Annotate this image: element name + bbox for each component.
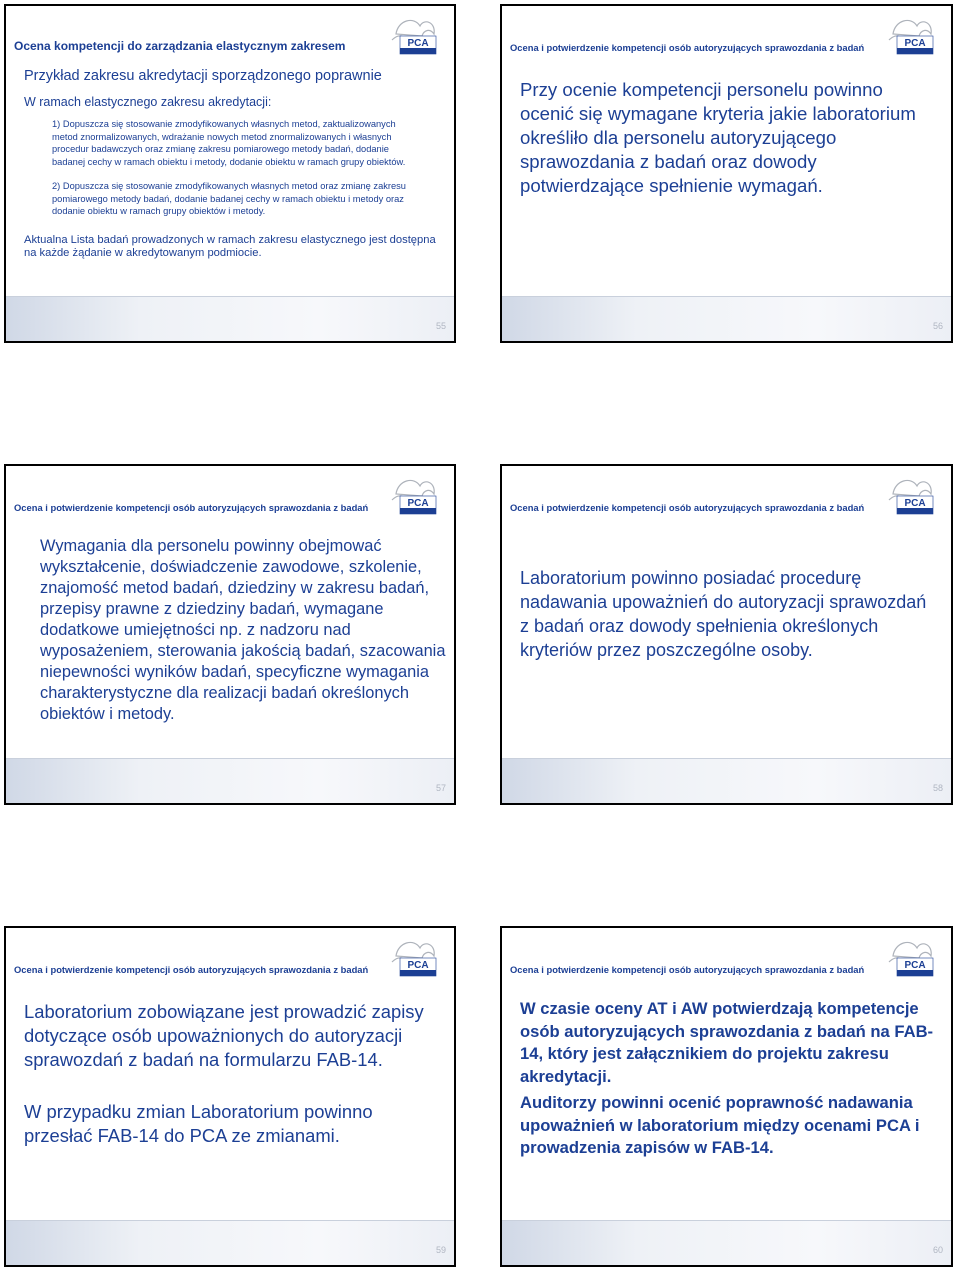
slide-body-second: Auditorzy powinni ocenić poprawność nadawania upoważnień w laboratorium między ocenami PCA i prowadzenia zapisów w FAB-14.	[520, 1093, 920, 1157]
pca-logo-icon	[386, 474, 440, 518]
slide-note: Aktualna Lista badań prowadzonych w ramach zakresu elastycznego jest dostępna na każde żądanie w akredytowanym podmiocie.	[24, 234, 436, 259]
slide-header: Ocena i potwierdzenie kompetencji osób autoryzujących sprawozdania z badań	[510, 502, 865, 513]
slide-57	[4, 464, 456, 805]
page-number: 57	[435, 783, 446, 793]
slide-header: Ocena i potwierdzenie kompetencji osób autoryzujących sprawozdania z badań	[510, 964, 865, 975]
slide-body: W czasie oceny AT i AW potwierdzają kompetencje osób autoryzujących sprawozdania z badań na FAB-14, który jest załącznikiem do projektu zakresu akredytacji.	[520, 999, 934, 1086]
pca-logo-icon	[883, 474, 937, 518]
slide-body: Laboratorium powinno posiadać procedurę nadawania upoważnień do autoryzacji sprawozdań z badań oraz dowody spełnienia określonych kryteriów przez poszczególne osoby.	[520, 568, 927, 660]
logo-text: PCA	[407, 498, 429, 509]
page-number: 55	[435, 321, 446, 331]
slide-header: Ocena i potwierdzenie kompetencji osób autoryzujących sprawozdania z badań	[510, 42, 865, 53]
slide-body-second: W przypadku zmian Laboratorium powinno przesłać FAB-14 do PCA ze zmianami.	[24, 1101, 373, 1146]
pca-logo-icon	[386, 936, 440, 980]
slide-header: Ocena i potwierdzenie kompetencji osób autoryzujących sprawozdania z badań	[14, 502, 369, 513]
slide-header: Ocena kompetencji do zarządzania elastycznym zakresem	[14, 39, 346, 53]
page-number: 56	[932, 321, 943, 331]
slide-footer	[6, 1220, 454, 1265]
page-number: 59	[435, 1245, 446, 1255]
slide-footer	[6, 296, 454, 341]
list-item-number: 2)	[52, 181, 61, 191]
slide-footer	[502, 758, 951, 803]
slide-60	[500, 926, 953, 1267]
pca-logo-icon	[386, 14, 440, 58]
slide-footer	[502, 296, 951, 341]
logo-text: PCA	[904, 960, 926, 971]
pca-logo-icon	[883, 936, 937, 980]
page-number: 58	[932, 783, 943, 793]
slide-footer	[502, 1220, 951, 1265]
logo-text: PCA	[407, 960, 429, 971]
list-item-number: 1)	[52, 119, 61, 129]
logo-text: PCA	[407, 38, 429, 49]
list-item-text: Dopuszcza się stosowanie zmodyfikowanych własnych metod, zaktualizowanych metod znormalizowanych, wdrażanie nowych metod znormalizowanych i własnych procedur badawczych oraz zmianę zakresu pomiarowego metody badań, dodanie badanej cechy w ramach obiektu i metody, dodanie obiektu w ramach grupy obiektów.	[52, 119, 406, 167]
slide-body: Wymagania dla personelu powinny obejmować wykształcenie, doświadczenie zawodowe, szkolenie, znajomość metod badań, dziedziny w zakresu badań, przepisy prawne z dziedziny badań, wymagane dodatkowe umiejętności np. z nadzoru nad wyposażeniem, sterowania jakością badań, szacowania niepewności wyników badań, specyficzne wymagania charakterystyczne dla realizacji badań określonych obiektów i metody.	[40, 537, 446, 723]
logo-text: PCA	[904, 498, 926, 509]
slide-footer	[6, 758, 454, 803]
list-item-1	[52, 118, 418, 168]
slide-58	[500, 464, 953, 805]
slide-subtitle: W ramach elastycznego zakresu akredytacji:	[24, 95, 272, 109]
slide-body: Przy ocenie kompetencji personelu powinno ocenić się wymagane kryteria jakie laboratorium określiło dla personelu autoryzującego sprawozdania z badań oraz dowody potwierdzające spełnienie wymagań.	[520, 79, 916, 196]
slide-56	[500, 4, 953, 343]
slide-55	[4, 4, 456, 343]
list-item-text: Dopuszcza się stosowanie zmodyfikowanych własnych metod oraz zmianę zakresu pomiarowego metody badań, dodanie badanej cechy w ramach obiektu i metody oraz dodanie obiektu w ramach grupy obiektów i metody.	[52, 181, 406, 217]
page-number: 60	[932, 1245, 943, 1255]
slide-59	[4, 926, 456, 1267]
pca-logo-icon	[883, 14, 937, 58]
slide-body: Laboratorium zobowiązane jest prowadzić zapisy dotyczące osób upoważnionych do autoryzacji sprawozdań z badań na formularzu FAB-14.	[24, 1001, 424, 1070]
logo-text: PCA	[904, 38, 926, 49]
slide-header: Ocena i potwierdzenie kompetencji osób autoryzujących sprawozdania z badań	[14, 964, 369, 975]
list-item-2	[52, 180, 418, 218]
slide-title: Przykład zakresu akredytacji sporządzonego poprawnie	[24, 68, 382, 84]
